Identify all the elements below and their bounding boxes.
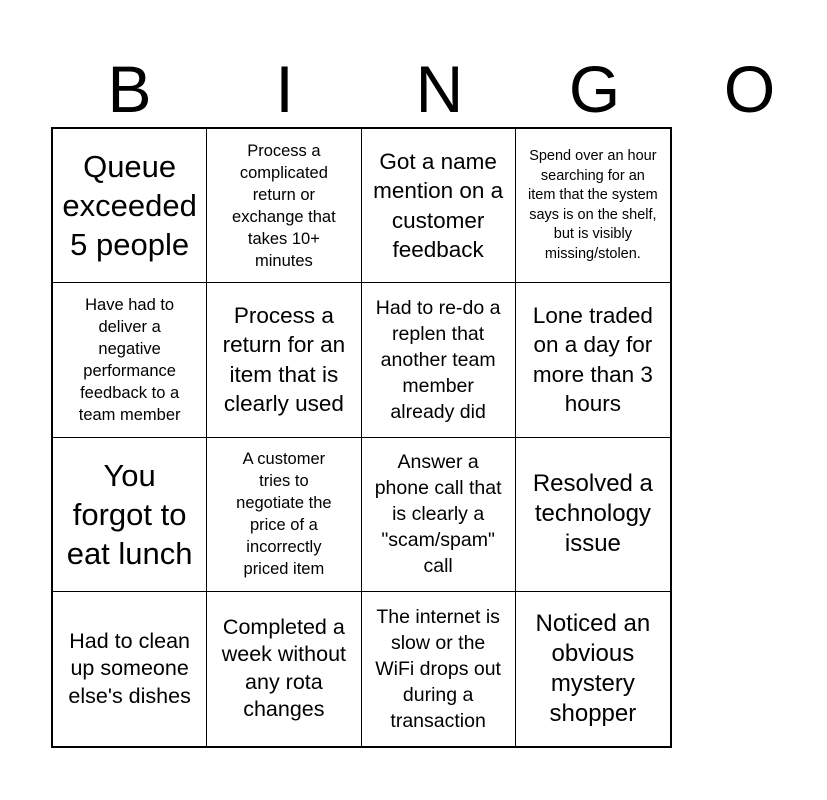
bingo-cell[interactable] <box>516 438 670 592</box>
header-letter-b: B <box>107 52 152 126</box>
cell-text: Answer a phone call that is clearly a "scam/spam" call <box>374 451 502 578</box>
cell-text: Queue exceeded 5 people <box>62 149 197 263</box>
cell-text: A customer tries to negotiate the price of a incorrectly priced item <box>236 450 332 579</box>
cell-text: Process a complicated return or exchange that takes 10+ minutes <box>232 141 336 270</box>
bingo-cell[interactable] <box>362 129 516 283</box>
cell-text: Have had to deliver a negative performance feedback to a team member <box>78 295 181 424</box>
header-letter-o: O <box>723 52 776 126</box>
cell-text: Spend over an hour searching for an item that the system says is on the shelf, but is visibly missing/stolen. <box>528 148 658 262</box>
bingo-cell[interactable] <box>362 438 516 592</box>
cell-text: Noticed an obvious mystery shopper <box>535 609 651 727</box>
bingo-cell[interactable] <box>362 283 516 437</box>
header-letter-g: G <box>568 52 621 126</box>
bingo-cell[interactable] <box>207 592 361 746</box>
bingo-cell[interactable] <box>207 129 361 283</box>
cell-text: Had to clean up someone else's dishes <box>68 628 191 708</box>
cell-text: The internet is slow or the WiFi drops out during a transaction <box>375 605 501 732</box>
bingo-board <box>51 127 672 748</box>
cell-text: Lone traded on a day for more than 3 hours <box>532 302 653 417</box>
cell-text: Process a return for an item that is clearly used <box>222 302 346 417</box>
bingo-cell[interactable] <box>53 438 207 592</box>
bingo-cell[interactable] <box>53 592 207 746</box>
cell-text: Got a name mention on a customer feedback <box>373 148 504 263</box>
bingo-cell[interactable] <box>362 592 516 746</box>
cell-text: Resolved a technology issue <box>532 470 653 558</box>
bingo-cell[interactable] <box>207 283 361 437</box>
bingo-header <box>52 50 776 128</box>
cell-text: You forgot to eat lunch <box>66 457 193 571</box>
bingo-cell[interactable] <box>516 283 670 437</box>
bingo-cell[interactable] <box>516 592 670 746</box>
bingo-cell[interactable] <box>53 129 207 283</box>
bingo-cell[interactable] <box>516 129 670 283</box>
bingo-cell[interactable] <box>207 438 361 592</box>
bingo-cell[interactable] <box>53 283 207 437</box>
cell-text: Completed a week without any rota changes <box>221 614 347 722</box>
header-letter-n: N <box>415 52 464 126</box>
cell-text: Had to re-do a replen that another team member already did <box>375 296 501 423</box>
header-letter-i: I <box>275 52 294 126</box>
